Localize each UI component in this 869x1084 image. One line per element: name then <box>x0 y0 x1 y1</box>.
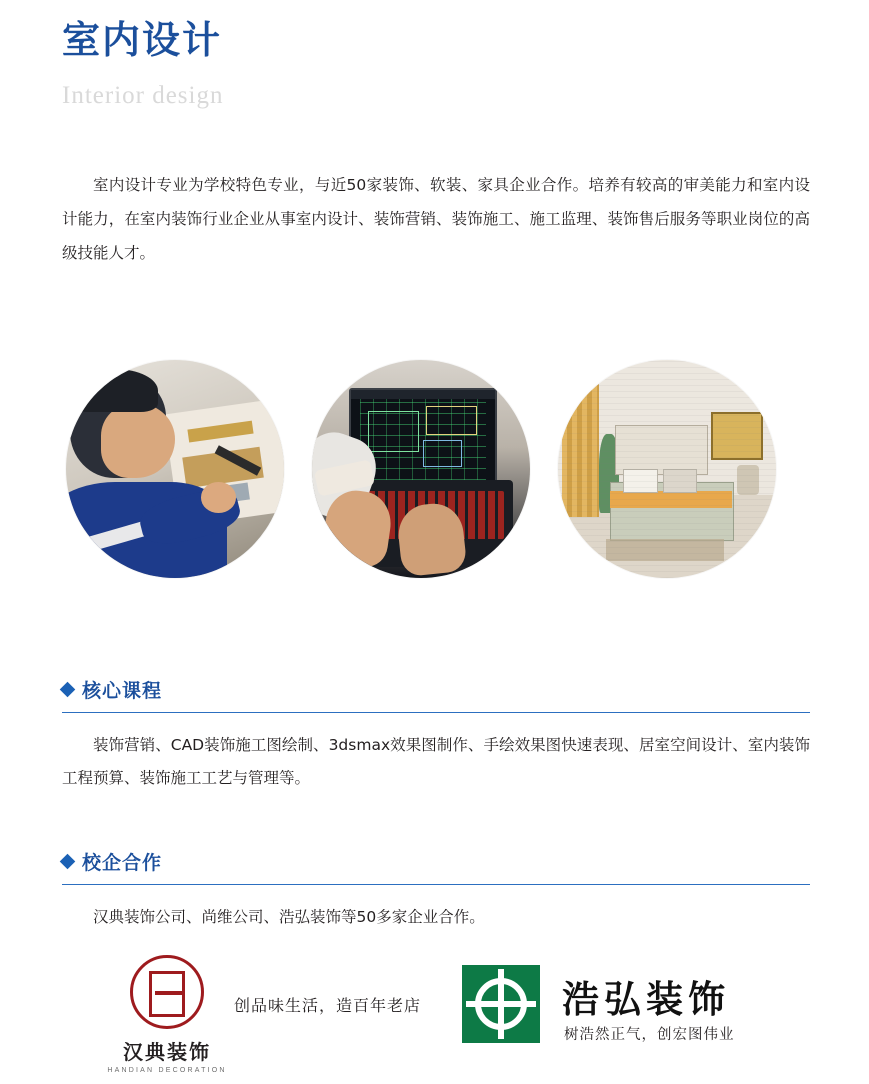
section-heading <box>62 848 810 875</box>
section-heading <box>62 676 810 703</box>
haohong-cross-circle-icon <box>462 965 540 1043</box>
logo-handian-decoration <box>102 955 232 1074</box>
logo-pinyin: HANDIAN DECORATION <box>107 1067 227 1074</box>
page-header <box>62 18 223 110</box>
page-subtitle: Interior design <box>62 81 224 109</box>
photo-cad-laptop <box>312 360 530 578</box>
photo-interior-rendering <box>558 360 776 578</box>
section-school-enterprise-cooperation <box>62 848 810 934</box>
diamond-bullet-icon <box>60 682 76 698</box>
logo-slogan-haohong: 树浩然正气，创宏图伟业 <box>564 1027 735 1043</box>
section-title: 核心课程 <box>82 680 163 702</box>
section-divider <box>62 884 810 885</box>
handian-monogram-bar <box>155 991 185 995</box>
section-divider <box>62 712 810 713</box>
page-title: 室内设计 <box>62 18 223 62</box>
intro-paragraph: 室内设计专业为学校特色专业，与近50家装饰、软装、家具企业合作。培养有较高的审美能力和室内设计能力，在室内装饰行业企业从事室内设计、装饰营销、装饰施工、施工监理、装饰售后服务等职业岗位的高级技能人才。 <box>62 176 810 262</box>
photo-gallery <box>66 360 806 588</box>
logo-slogan-handian: 创品味生活，造百年老店 <box>234 996 422 1015</box>
section-body: 汉典装饰公司、尚维公司、浩弘装饰等50多家企业合作。 <box>93 908 485 926</box>
logo-name: 浩弘装饰 <box>562 978 730 1021</box>
section-title: 校企合作 <box>82 852 163 874</box>
diamond-bullet-icon <box>60 854 76 870</box>
logo-name: 汉典装饰 <box>123 1040 211 1064</box>
section-core-courses <box>62 676 810 795</box>
section-body: 装饰营销、CAD装饰施工图绘制、3dsmax效果图制作、手绘效果图快速表现、居室空间设计、室内装饰工程预算、装饰施工工艺与管理等。 <box>62 736 810 787</box>
partner-logos <box>62 955 812 1074</box>
handian-monogram-icon <box>130 955 204 1029</box>
photo-student-sketching <box>66 360 284 578</box>
